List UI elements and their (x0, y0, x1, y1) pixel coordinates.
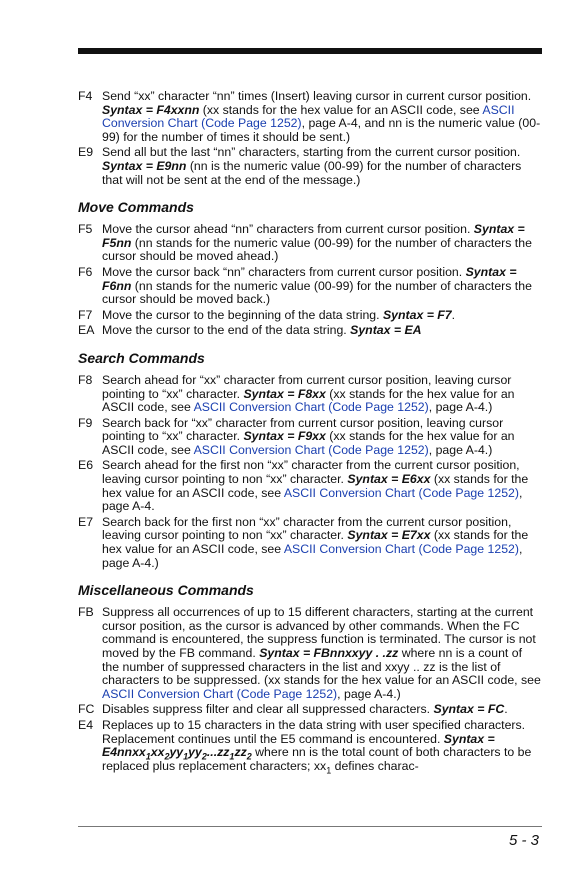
section-heading: Move Commands (78, 199, 194, 216)
command-code: F5 (78, 222, 93, 237)
syntax-text: 2 (246, 751, 252, 762)
command-code: F9 (78, 415, 93, 430)
body-text: (xx stands for the hex value for an ASCII code, see (199, 102, 483, 117)
command-description (102, 266, 542, 307)
syntax-text: Syntax = F7 (382, 307, 452, 322)
syntax-text: 1 (229, 751, 235, 762)
command-description (102, 146, 542, 187)
syntax-text: Syntax = F8xx (243, 386, 326, 401)
section-heading: Miscellaneous Commands (78, 582, 254, 599)
syntax-text: Syntax = EA (350, 323, 422, 338)
command-description (102, 606, 542, 701)
command-code: F7 (78, 307, 93, 322)
ascii-chart-link[interactable]: ASCII Conversion Chart (Code Page 1252) (102, 686, 338, 701)
command-code: F8 (78, 372, 93, 387)
command-entry (78, 516, 542, 570)
syntax-text: Syntax = F6nn (102, 264, 517, 293)
command-description (102, 516, 542, 570)
command-description (102, 459, 542, 513)
syntax-text: Syntax = E6xx (347, 472, 431, 487)
body-text: Send all but the last “nn” characters, starting from the current cursor position. (102, 145, 521, 160)
body-text: where nn is a count of the number of suppressed characters in the list and xxyy .. zz is the list of characters to be suppressed. (xx stands for the hex value for an ASCII code, see (102, 646, 541, 688)
command-description (102, 703, 542, 717)
body-text: (nn stands for the numeric value (00-99) for the number of characters the cursor should be moved ahead.) (102, 235, 532, 264)
body-text: Suppress all occurrences of up to 15 different characters, starting at the current cursor position, as the cursor is advanced by other commands. When the FC command is encountered, the suppress function is terminated. The cursor is not moved by the FB command. (102, 605, 536, 660)
syntax-text: Syntax = F9xx (243, 429, 326, 444)
ascii-chart-link[interactable]: ASCII Conversion Chart (Code Page 1252) (102, 102, 515, 131)
syntax-text: Syntax = E7xx (347, 528, 431, 543)
command-code: E6 (78, 458, 94, 473)
command-description (102, 417, 542, 458)
body-text: Send “xx” character “nn” times (Insert) leaving cursor in current cursor position. (102, 89, 532, 103)
command-description (102, 90, 542, 144)
body-text: , page A-4.) (337, 686, 401, 701)
command-entry (78, 309, 542, 323)
body-text: Disables suppress filter and clear all suppressed characters. (102, 702, 434, 717)
command-entry (78, 703, 542, 717)
syntax-text: Syntax = FBnnxxyy . .zz (259, 646, 399, 660)
body-text: Move the cursor to the beginning of the data string. (102, 307, 383, 322)
body-text: , page A-4.) (102, 542, 523, 570)
body-text: Move the cursor ahead “nn” characters from current cursor position. (102, 222, 474, 237)
syntax-text: zz (234, 745, 247, 760)
command-code: EA (78, 323, 95, 338)
command-description (102, 324, 542, 338)
syntax-text: 1 (183, 751, 189, 762)
syntax-text: 1 (145, 751, 151, 762)
body-text: defines charac- (331, 758, 419, 773)
command-code: FB (78, 605, 94, 620)
syntax-text: Syntax = F5nn (102, 222, 525, 250)
ascii-chart-link[interactable]: ASCII Conversion Chart (Code Page 1252) (193, 442, 429, 457)
syntax-text: Syntax = E9nn (102, 158, 187, 173)
body-text: (xx stands for the hex value for an ASCII code, see (102, 386, 515, 415)
command-entry (78, 146, 542, 187)
body-text: (xx stands for the hex value for an ASCII code, see (102, 472, 529, 500)
command-description (102, 717, 542, 776)
body-text: Move the cursor back “nn” characters from current cursor position. (102, 264, 466, 279)
command-entry (78, 417, 542, 458)
command-entry (78, 90, 542, 144)
ascii-chart-link[interactable]: ASCII Conversion Chart (Code Page 1252) (193, 400, 429, 415)
body-text: Search ahead for “xx” character from current cursor position, leaving cursor pointing to “xx” character. (102, 372, 512, 401)
body-text: where nn is the total count of both characters to be replaced plus replacement characters; xx (102, 745, 532, 773)
body-text: (xx stands for the hex value for an ASCII code, see (102, 429, 515, 457)
syntax-text: yy (169, 745, 184, 760)
syntax-text: Syntax = F4xxnn (102, 102, 200, 117)
body-text: (nn stands for the numeric value (00-99) for the number of characters the cursor should be moved back.) (102, 278, 532, 307)
command-description (102, 309, 542, 323)
syntax-text: 2 (201, 751, 207, 762)
page-number: 5 - 3 (508, 832, 539, 849)
body-text: Search ahead for the first non “xx” character from the current cursor position, leaving cursor pointing to non “xx” character. (102, 458, 520, 487)
syntax-text: ...zz (206, 745, 230, 760)
syntax-text: Syntax = FC (433, 702, 505, 717)
command-code: E9 (78, 145, 94, 160)
command-entry (78, 606, 542, 701)
footer-rule (78, 826, 542, 827)
body-text: (xx stands for the hex value for an ASCII code, see (102, 528, 529, 557)
syntax-text: 2 (164, 751, 170, 762)
command-entry (78, 717, 542, 776)
command-code: E7 (78, 514, 94, 529)
body-text: . (504, 702, 508, 717)
command-description (102, 223, 542, 264)
body-text: (nn is the numeric value (00-99) for the number of characters that will not be sent at the end of the message.) (102, 158, 522, 187)
command-entry (78, 459, 542, 513)
body-text: , page A-4.) (428, 442, 493, 457)
command-description (102, 374, 542, 415)
body-text: Replaces up to 15 characters in the data string with user specified characters. Replacement continues until the E5 command is encountered. (102, 717, 526, 746)
command-code: F6 (78, 264, 93, 279)
body-text: Search back for “xx” character from current cursor position, leaving cursor pointing to “xx” character. (102, 415, 504, 444)
syntax-text: Syntax = E4nnxx (102, 731, 495, 760)
command-code: FC (78, 702, 95, 717)
ascii-chart-link[interactable]: ASCII Conversion Chart (Code Page 1252) (283, 542, 519, 557)
command-entry (78, 223, 542, 264)
body-text: . (451, 307, 456, 322)
ascii-chart-link[interactable]: ASCII Conversion Chart (Code Page 1252) (283, 485, 519, 500)
command-code: E4 (78, 717, 94, 732)
syntax-text: yy (188, 745, 202, 760)
header-rule (78, 48, 542, 54)
command-code: F4 (78, 89, 93, 103)
section-heading: Search Commands (78, 349, 205, 366)
syntax-text: xx (150, 745, 165, 760)
body-text: 1 (326, 765, 332, 776)
command-entry (78, 374, 542, 415)
body-text: Move the cursor to the end of the data string. (102, 323, 351, 338)
body-text: , page A-4.) (428, 400, 493, 415)
body-text: Search back for the first non “xx” character from the current cursor position, leaving cursor pointing to non “xx” character. (102, 514, 512, 543)
command-entry (78, 324, 542, 338)
body-text: , page A-4. (102, 485, 523, 514)
command-entry (78, 266, 542, 307)
body-text: , page A-4, and nn is the numeric value (00-99) for the number of times it should be sent.) (102, 116, 541, 144)
document-body (78, 90, 542, 775)
